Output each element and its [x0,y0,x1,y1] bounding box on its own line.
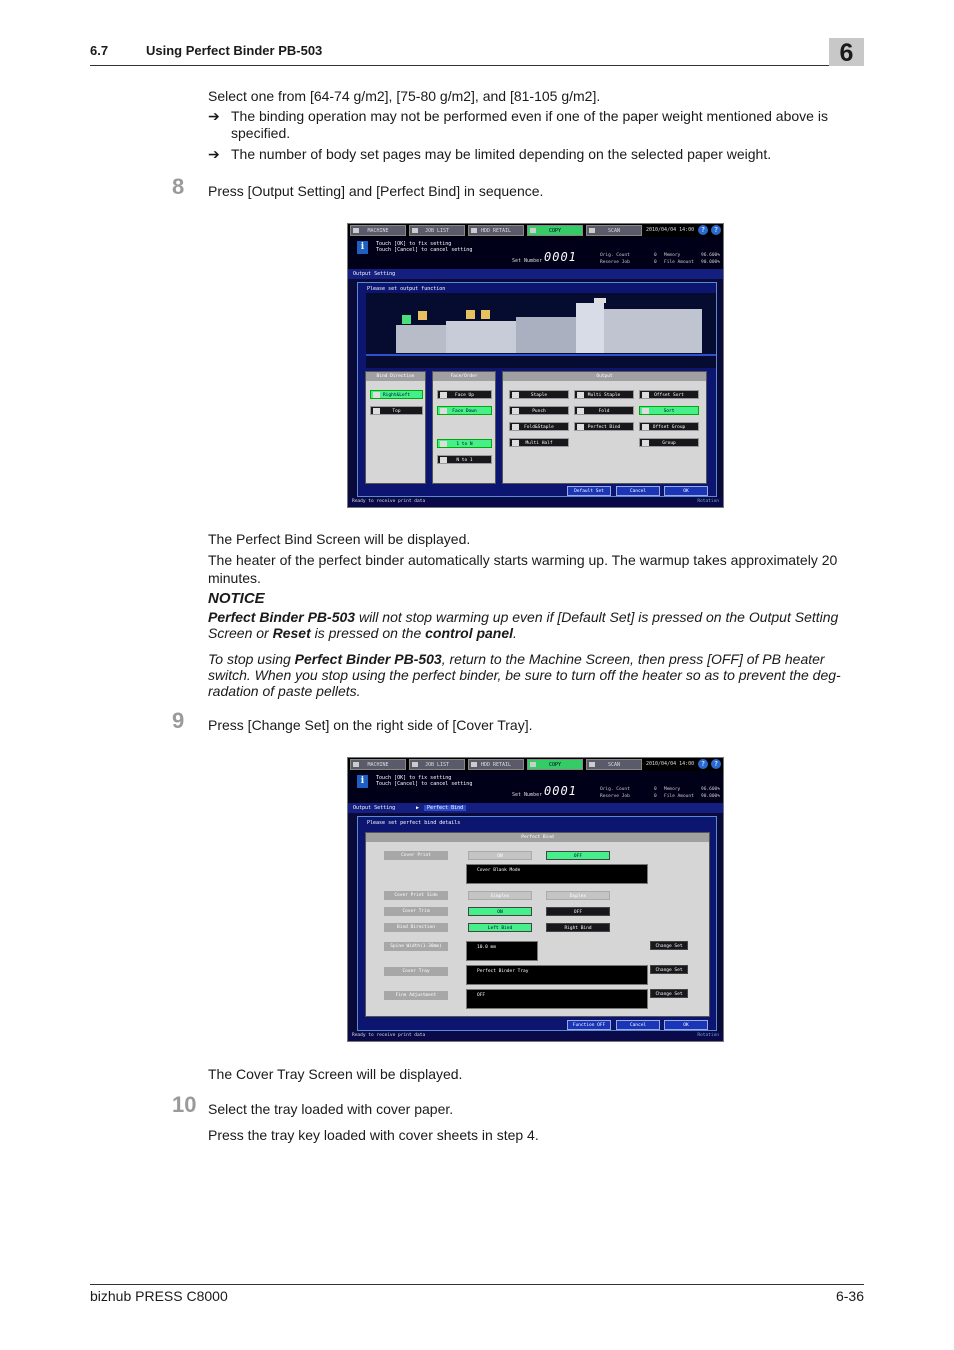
cover-tray-label: Cover Tray [384,967,448,976]
screen-tab-bar [348,224,723,237]
file-amount-value: 90.000% [701,794,720,799]
output-setting-screenshot [347,223,724,508]
product-name: bizhub PRESS C8000 [90,1288,228,1304]
screen-tab-bar [348,758,723,771]
cover-print-on-button[interactable]: ON [468,851,532,860]
cover-trim-label: Cover Trim [384,907,448,916]
right-left-button[interactable]: Right&Left [370,390,423,399]
screen-title-bar [348,269,723,279]
tab-machine[interactable]: MACHINE [350,759,406,770]
step-10-text: Select the tray loaded with cover paper. [208,1101,454,1117]
bullet-2 [208,146,866,163]
page-number: 6-36 [835,1288,864,1304]
step-8-number: 8 [172,174,185,199]
spine-width-label: Spine Width(1-30mm) [384,942,448,951]
memory-label: Memory [664,253,681,258]
tab-scan[interactable]: SCAN [586,759,642,770]
panel-title: Output [503,372,706,381]
message-bar [348,771,723,803]
notice-heading: NOTICE [208,590,265,607]
page-footer [90,1284,864,1304]
one-to-n-button[interactable]: 1 to N [437,439,492,448]
bind-direction-panel [365,371,426,484]
status-message: Ready to receive print data [352,1033,426,1038]
tab-scan[interactable]: SCAN [586,225,642,236]
step-10-number: 10 [172,1092,197,1117]
after-10-text: Press the tray key loaded with cover sheets in step 4. [208,1127,539,1143]
orig-count-value: 0 [654,787,657,792]
orig-count-label: Orig. Count [600,253,630,258]
after-8-line-1: The Perfect Bind Screen will be displayed. [208,531,471,547]
info-icon: i [357,241,368,254]
section-number: 6.7 [90,43,109,58]
n-to-one-button[interactable]: N to 1 [437,455,492,464]
perfect-bind-panel [365,832,710,1017]
help-icon[interactable]: ? [698,759,708,769]
perfect-bind-button[interactable]: Perfect Bind [574,422,634,431]
fold-button[interactable]: Fold [574,406,634,415]
face-order-panel [432,371,496,484]
offset-sort-button[interactable]: Offset Sort [639,390,699,399]
breadcrumb-perfect-bind: Perfect Bind [424,805,466,811]
rotation-button[interactable]: Rotation [697,499,719,504]
set-number: 0001 [544,250,577,264]
panel-title: Bind Direction [366,372,425,381]
set-number: 0001 [544,784,577,798]
function-off-button[interactable]: Function OFF [567,1020,611,1030]
default-set-button[interactable]: Default Set [567,486,611,496]
sort-button[interactable]: Sort [639,406,699,415]
prompt-text: Please set output function [367,286,446,292]
message-bar [348,237,723,269]
step-9-number: 9 [172,708,185,733]
offset-group-button[interactable]: Offset Group [639,422,699,431]
message-line-1: Touch [OK] to fix setting [376,775,452,781]
group-button[interactable]: Group [639,438,699,447]
guide-icon[interactable]: ? [711,225,721,235]
punch-button[interactable]: Punch [509,406,569,415]
cover-tray-value: Perfect Binder Tray [466,965,648,985]
message-line-2: Touch [Cancel] to cancel setting [376,247,473,253]
bullet-2-text: The number of body set pages may be limited depending on the selected paper weight. [231,146,772,162]
machine-illustration [366,293,716,368]
perfect-bind-screenshot [347,757,724,1042]
message-line-1: Touch [OK] to fix setting [376,241,452,247]
clock: 2010/04/04 14:00 [646,761,695,767]
panel-title: Perfect Bind [366,833,709,842]
right-bind-button[interactable]: Right Bind [546,923,610,932]
duplex-button[interactable]: Duplex [546,891,610,900]
cancel-button[interactable]: Cancel [616,486,660,496]
status-message: Ready to receive print data [352,499,426,504]
arrow-icon: ➔ [208,108,220,124]
multi-staple-button[interactable]: Multi Staple [574,390,634,399]
cover-blank-mode-display: Cover Blank Mode [466,864,648,884]
left-bind-button[interactable]: Left Bind [468,923,532,932]
reserve-job-label: Reserve Job [600,260,630,265]
screen-title: Output Setting [353,271,396,277]
tab-hdd-retail[interactable]: HDD RETAIL [468,759,524,770]
memory-label: Memory [664,787,681,792]
tab-hdd-retail[interactable]: HDD RETAIL [468,225,524,236]
intro-text: Select one from [64-74 g/m2], [75-80 g/m2], and [81-105 g/m2]. [208,88,601,104]
bullet-1 [208,108,866,142]
breadcrumb-output-setting[interactable]: Output Setting [353,805,396,811]
ok-button[interactable]: OK [664,1020,708,1030]
face-down-button[interactable]: Face Down [437,406,492,415]
clock: 2010/04/04 14:00 [646,227,695,233]
fine-adjustment-label: Fine Adjustment [384,991,448,1000]
set-number-label: Set Number [512,258,543,264]
spine-change-set-button[interactable]: Change Set [650,941,688,950]
orig-count-value: 0 [654,253,657,258]
face-up-button[interactable]: Face Up [437,390,492,399]
fine-adjustment-value: OFF [466,989,648,1009]
panel-title: Face/Order [433,372,495,381]
perfect-bind-frame [357,816,717,1031]
status-bar [348,1031,723,1041]
simplex-button[interactable]: Simplex [468,891,532,900]
arrow-icon: ➔ [208,146,220,162]
set-number-label: Set Number [512,792,543,798]
spine-width-value: 10.0 mm [466,941,538,961]
rotation-button[interactable]: Rotation [697,1033,719,1038]
cover-print-off-button[interactable]: OFF [546,851,610,860]
prompt-text: Please set perfect bind details [367,820,461,826]
cover-print-label: Cover Print [384,851,448,860]
bind-direction-label: Bind Direction [384,923,448,932]
top-button[interactable]: Top [370,406,423,415]
tab-job-list[interactable]: JOB LIST [409,225,465,236]
cover-tray-change-set-button[interactable]: Change Set [650,965,688,974]
tab-copy[interactable]: COPY [527,759,583,770]
page-header [90,42,864,66]
memory-value: 96.600% [701,787,720,792]
section-title: Using Perfect Binder PB-503 [146,43,323,58]
cover-print-side-label: Cover Print Side [384,891,448,900]
memory-value: 96.600% [701,253,720,258]
cover-trim-on-button[interactable]: ON [468,907,532,916]
status-bar [348,497,723,507]
output-panel [502,371,707,484]
tab-job-list[interactable]: JOB LIST [409,759,465,770]
multi-half-button[interactable]: Multi Half [509,438,569,447]
cancel-button[interactable]: Cancel [616,1020,660,1030]
orig-count-label: Orig. Count [600,787,630,792]
fold-staple-button[interactable]: Fold&Staple [509,422,569,431]
file-amount-label: File Amount [664,794,694,799]
notice-paragraph-2: To stop using Perfect Binder PB-503, return to the Machine Screen, then press [OFF] of PB heater switch. When you stop using the perfect binder, be sure to turn off the heater so as to prevent the deg-radation of paste pellets. [208,651,841,699]
reserve-job-label: Reserve Job [600,794,630,799]
after-8-line-2: The heater of the perfect binder automatically starts warming up. The warmup takes approximately 20 minutes. [208,552,838,586]
notice-paragraph-1: Perfect Binder PB-503 will not stop warming up even if [Default Set] is pressed on the Output Setting Screen or Reset is pressed on the control panel. [208,609,839,641]
guide-icon[interactable]: ? [711,759,721,769]
breadcrumb-arrow-icon: ▶ [416,805,420,811]
step-9-text: Press [Change Set] on the right side of [Cover Tray]. [208,717,533,733]
tab-copy[interactable]: COPY [527,225,583,236]
breadcrumb [348,803,723,813]
bullet-1-text: The binding operation may not be performed even if one of the paper weight mentioned above is specified. [231,108,828,141]
file-amount-value: 90.000% [701,260,720,265]
output-frame [357,282,717,497]
reserve-job-value: 0 [654,794,657,799]
ok-button[interactable]: OK [664,486,708,496]
info-icon: i [357,775,368,788]
cover-trim-off-button[interactable]: OFF [546,907,610,916]
file-amount-label: File Amount [664,260,694,265]
tab-machine[interactable]: MACHINE [350,225,406,236]
fine-change-set-button[interactable]: Change Set [650,989,688,998]
chapter-tab: 6 [829,38,864,66]
reserve-job-value: 0 [654,260,657,265]
help-icon[interactable]: ? [698,225,708,235]
step-8-text: Press [Output Setting] and [Perfect Bind] in sequence. [208,183,544,199]
staple-button[interactable]: Staple [509,390,569,399]
message-line-2: Touch [Cancel] to cancel setting [376,781,473,787]
after-9-text: The Cover Tray Screen will be displayed. [208,1066,463,1082]
